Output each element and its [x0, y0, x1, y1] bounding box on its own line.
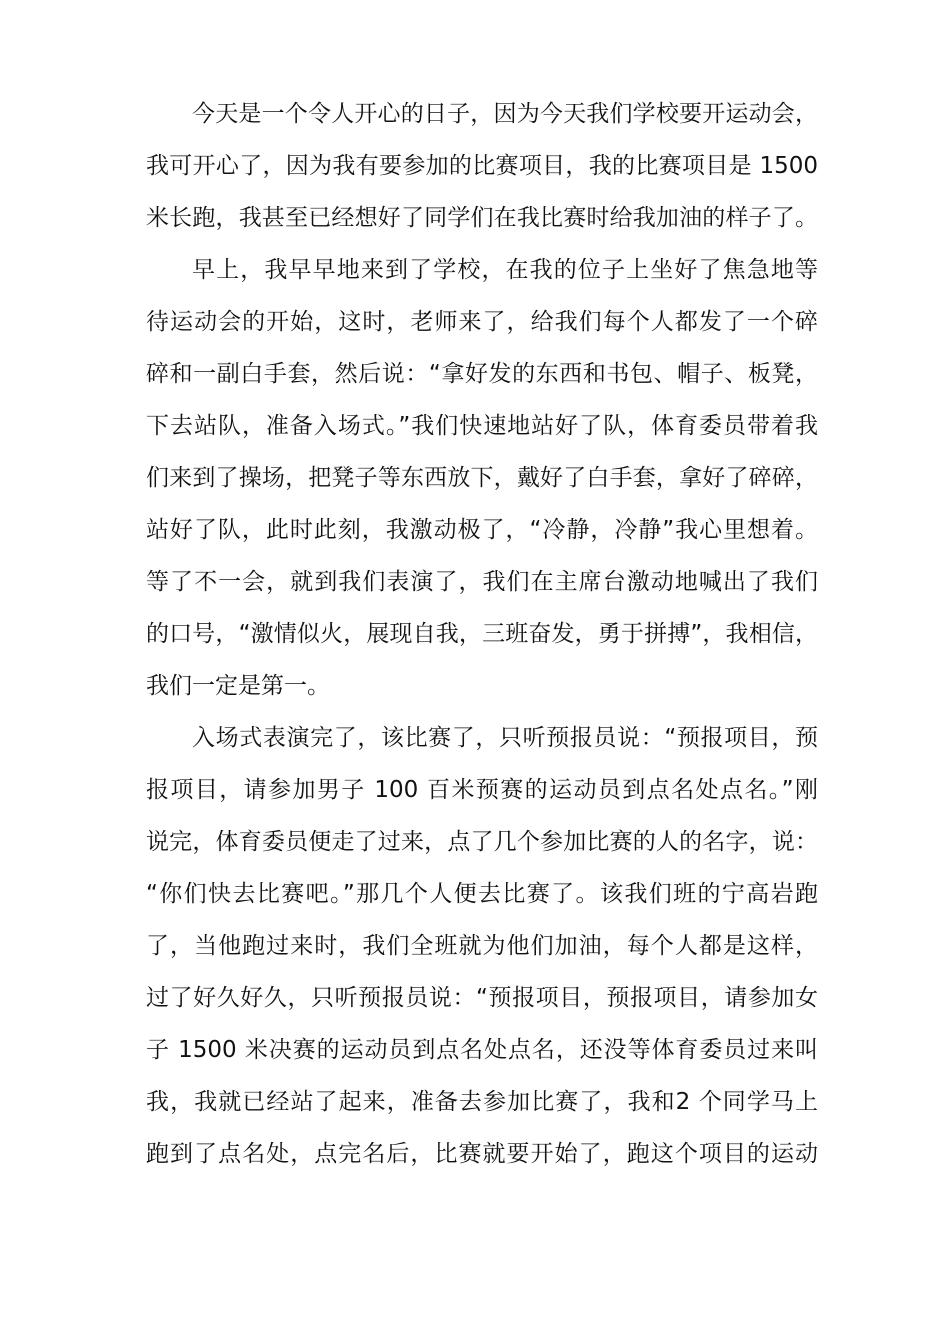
- text-line: 我可开心了，因为我有要参加的比赛项目，我的比赛项目是 1500: [146, 153, 818, 179]
- text-line: 报项目，请参加男子 100 百米预赛的运动员到点名处点名。”刚: [146, 777, 818, 803]
- text-line: “你们快去比赛吧。”那几个人便去比赛了。该我们班的宁高岩跑: [146, 881, 818, 907]
- text-line: 我，我就已经站了起来，准备去参加比赛了，我和2 个同学马上: [146, 1089, 818, 1115]
- text-line: 跑到了点名处，点完名后，比赛就要开始了，跑这个项目的运动: [146, 1141, 818, 1167]
- text-line: 子 1500 米决赛的运动员到点名处点名，还没等体育委员过来叫: [146, 1037, 818, 1063]
- text-line: 站好了队，此时此刻，我激动极了，“冷静，冷静”我心里想着。: [146, 517, 818, 543]
- text-line: 米长跑，我甚至已经想好了同学们在我比赛时给我加油的样子了。: [146, 205, 818, 231]
- text-line: 早上，我早早地来到了学校，在我的位子上坐好了焦急地等: [192, 257, 818, 283]
- text-line: 下去站队，准备入场式。”我们快速地站好了队，体育委员带着我: [146, 413, 818, 439]
- text-line: 今天是一个令人开心的日子，因为今天我们学校要开运动会，: [192, 101, 818, 127]
- text-line: 了，当他跑过来时，我们全班就为他们加油，每个人都是这样，: [146, 933, 818, 959]
- text-line: 入场式表演完了，该比赛了，只听预报员说：“预报项目，预: [192, 725, 818, 751]
- text-line: 碎和一副白手套，然后说：“拿好发的东西和书包、帽子、板凳，: [146, 361, 818, 387]
- text-line: 我们一定是第一。: [146, 673, 330, 699]
- text-line: 们来到了操场，把凳子等东西放下，戴好了白手套，拿好了碎碎，: [146, 465, 818, 491]
- text-line: 等了不一会，就到我们表演了，我们在主席台激动地喊出了我们: [146, 569, 818, 595]
- body-text: [146, 88, 818, 1180]
- text-line: 说完，体育委员便走了过来，点了几个参加比赛的人的名字，说：: [146, 829, 818, 855]
- text-line: 待运动会的开始，这时，老师来了，给我们每个人都发了一个碎: [146, 309, 818, 335]
- text-line: 的口号，“激情似火，展现自我，三班奋发，勇于拼搏”，我相信，: [146, 621, 818, 647]
- text-line: 过了好久好久，只听预报员说：“预报项目，预报项目，请参加女: [146, 985, 818, 1011]
